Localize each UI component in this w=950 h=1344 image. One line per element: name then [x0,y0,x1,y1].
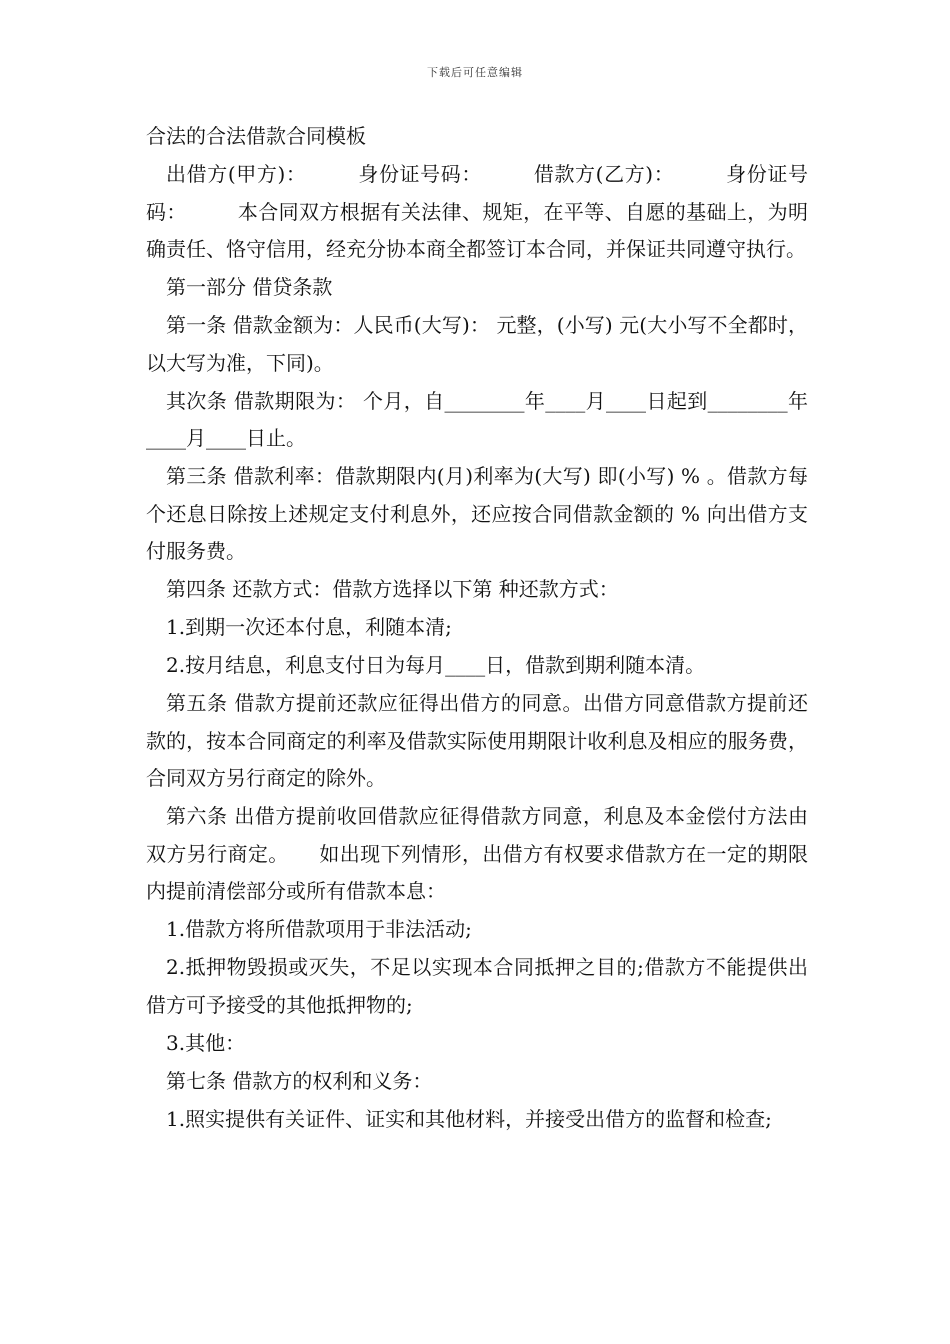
paragraph-article-6: 第六条 出借方提前收回借款应征得借款方同意，利息及本金偿付方法由双方另行商定。 如出现下列情形，出借方有权要求借款方在一定的期限内提前清偿部分或所有借款本息： [146,804,808,903]
list-item-recall-3: 3.其他： [166,1030,246,1055]
paragraph-parties: 出借方(甲方)： 身份证号码： 借款方(乙方)： 身份证号码： 本合同双方根据有关法律、规矩，在平等、自愿的基础上，为明确责任、恪守信用，经充分协本商全都签订本合同，并保证共同遵守执行。 [146,162,808,261]
document-title: 合法的合法借款合同模板 [146,124,366,148]
paragraph-article-7: 第七条 借款方的权利和义务： [166,1068,433,1093]
paragraph-article-4: 第四条 还款方式：借款方选择以下第 种还款方式： [166,577,619,601]
list-item-borrower-1: 1.照实提供有关证件、证实和其他材料，并接受出借方的监督和检查; [166,1106,772,1131]
paragraph-article-3: 第三条 借款利率：借款期限内(月)利率为(大写) 即(小写) % 。借款方每个还息日除按上述规定支付利息外，还应按合同借款金额的 % 向出借方支付服务费。 [146,464,808,563]
paragraph-part-one-heading: 第一部分 借贷条款 [166,275,333,299]
document-body [146,118,808,1139]
list-item-recall-1: 1.借款方将所借款项用于非法活动; [166,917,472,941]
paragraph-article-5: 第五条 借款方提前还款应征得出借方的同意。出借方同意借款方提前还款的，按本合同商定的利率及借款实际使用期限计收利息及相应的服务费，合同双方另行商定的除外。 [146,691,808,790]
paragraph-article-2: 其次条 借款期限为： 个月，自________年____月____日起到________年____月____日止。 [146,388,808,450]
list-item-recall-2: 2.抵押物毁损或灭失，不足以实现本合同抵押之目的;借款方不能提供出借方可予接受的其他抵押物的; [146,955,808,1017]
header-note: 下载后可任意编辑 [427,66,523,79]
paragraph-article-1: 第一条 借款金额为：人民币(大写)： 元整，(小写) 元(大小写不全都时，以大写为准，下同)。 [146,313,808,375]
list-item-repay-2: 2.按月结息，利息支付日为每月____日，借款到期利随本清。 [166,653,706,677]
list-item-repay-1: 1.到期一次还本付息，利随本清; [166,615,452,639]
